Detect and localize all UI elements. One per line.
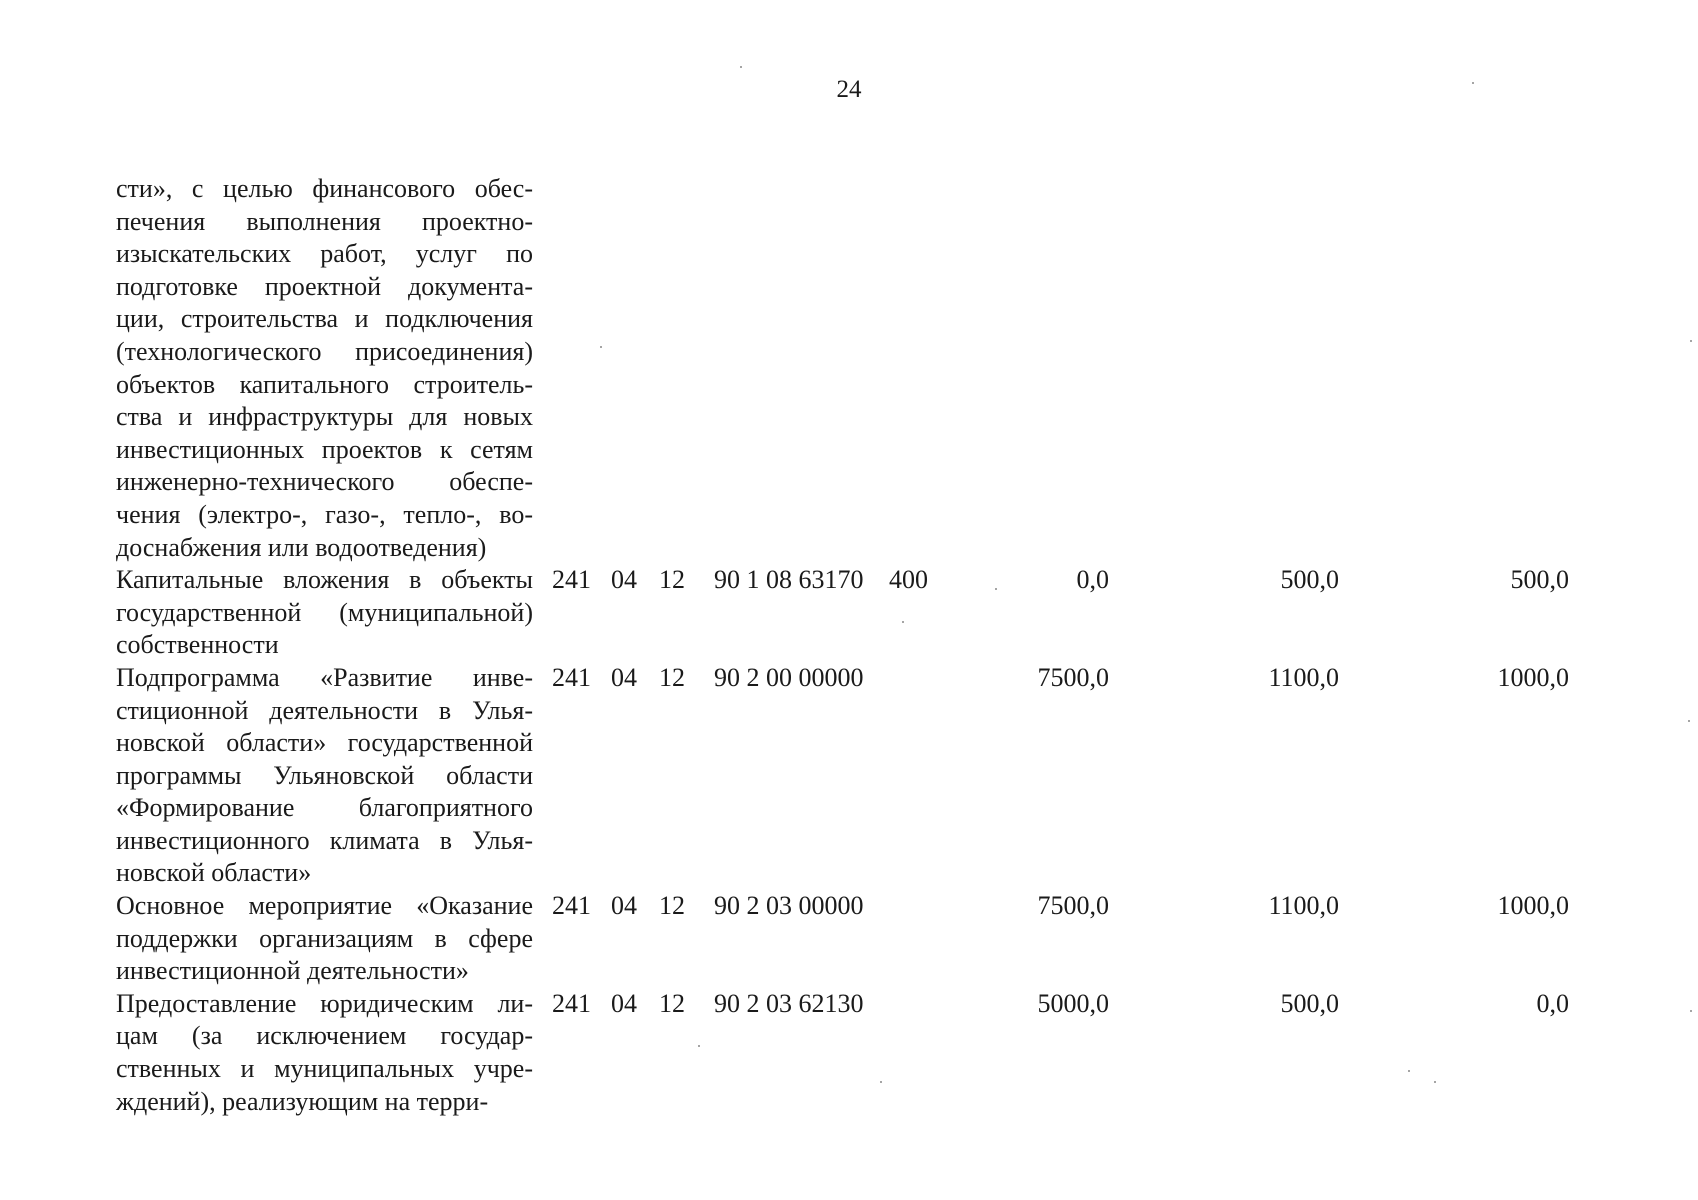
row-name-line: Подпрограмма «Развитие инве- <box>116 662 533 692</box>
row-name-line: инвестиционного климата в Улья- <box>116 825 533 855</box>
table-row <box>116 890 1589 988</box>
amount-year-3 <box>1359 173 1589 564</box>
table-row <box>116 988 1589 1118</box>
scan-speck <box>1408 1070 1410 1072</box>
row-name-line: новской области» государственной <box>116 728 533 758</box>
budget-table <box>116 173 1589 1118</box>
row-name-line: инженерно-технического обеспе- <box>116 467 533 497</box>
grbs-code <box>533 173 600 564</box>
row-name-line: (технологического присоединения) <box>116 336 533 366</box>
scan-speck <box>1690 340 1692 342</box>
grbs-code: 241 <box>552 565 591 595</box>
row-name-line: ственных и муниципальных учре- <box>116 1054 533 1084</box>
scan-speck <box>902 621 904 623</box>
row-name-line: чения (электро-, газо-, тепло-, во- <box>116 499 533 529</box>
expense-type-code: 400 <box>889 565 928 595</box>
section-code: 04 <box>611 662 637 692</box>
amount-year-2: 500,0 <box>1280 988 1339 1018</box>
target-article-code: 90 2 03 00000 <box>714 891 864 921</box>
row-name <box>116 988 533 1118</box>
subsection-code: 12 <box>659 891 685 921</box>
section-code: 04 <box>611 565 637 595</box>
row-name-line: Капитальные вложения в объекты <box>116 565 533 595</box>
row-name-line: инвестиционных проектов к сетям <box>116 434 533 464</box>
amount-year-1: 7500,0 <box>1037 662 1109 692</box>
amount-year-1: 0,0 <box>1076 565 1109 595</box>
table-body <box>116 173 1589 1118</box>
amount-year-1: 5000,0 <box>1037 988 1109 1018</box>
row-name-line: Основное мероприятие «Оказание <box>116 891 533 921</box>
amount-year-3: 0,0 <box>1536 988 1569 1018</box>
table-row <box>116 662 1589 890</box>
expense-type-code <box>889 988 949 1118</box>
row-name <box>116 662 533 890</box>
row-name-line: цам (за исключением государ- <box>116 1021 533 1051</box>
subsection-code <box>648 173 696 564</box>
row-name-line: объектов капитального строитель- <box>116 369 533 399</box>
row-name-line: изыскательских работ, услуг по <box>116 239 533 269</box>
table-row <box>116 564 1589 662</box>
subsection-code: 12 <box>659 662 685 692</box>
amount-year-2 <box>1129 173 1359 564</box>
row-name-line: подготовке проектной документа- <box>116 271 533 301</box>
row-name <box>116 890 533 988</box>
row-name-line: сти», с целью финансового обес- <box>116 174 533 203</box>
row-name-line: Предоставление юридическим ли- <box>116 988 533 1018</box>
scan-speck <box>1690 1010 1692 1012</box>
row-name-line: ства и инфраструктуры для новых <box>116 402 533 432</box>
target-article-code: 90 2 00 00000 <box>714 662 864 692</box>
row-name-line: стиционной деятельности в Улья- <box>116 695 533 725</box>
amount-year-3: 1000,0 <box>1497 891 1569 921</box>
section-code: 04 <box>611 988 637 1018</box>
target-article-code: 90 1 08 63170 <box>714 565 864 595</box>
scan-speck <box>995 588 997 590</box>
table-row <box>116 173 1589 564</box>
scan-speck <box>740 66 742 68</box>
row-name <box>116 564 533 662</box>
amount-year-1 <box>949 173 1129 564</box>
row-name-line: собственности <box>116 630 279 660</box>
grbs-code: 241 <box>552 662 591 692</box>
amount-year-3: 1000,0 <box>1497 662 1569 692</box>
amount-year-2: 500,0 <box>1280 565 1339 595</box>
scan-speck <box>600 346 602 348</box>
row-name-line: ции, строительства и подключения <box>116 304 533 334</box>
row-name-line: государственной (муниципальной) <box>116 597 533 627</box>
amount-year-3: 500,0 <box>1510 565 1569 595</box>
amount-year-2: 1100,0 <box>1268 662 1339 692</box>
scan-speck <box>880 1081 882 1083</box>
page-number: 24 <box>836 76 862 103</box>
amount-year-1: 7500,0 <box>1037 891 1109 921</box>
target-article-code: 90 2 03 62130 <box>714 988 864 1018</box>
scan-speck <box>698 1045 700 1047</box>
expense-type-code <box>889 173 949 564</box>
row-name-line: поддержки организациям в сфере <box>116 923 533 953</box>
row-name-line: инвестиционной деятельности» <box>116 956 469 986</box>
amount-year-2: 1100,0 <box>1268 891 1339 921</box>
row-name-line: ждений), реализующим на терри- <box>116 1086 489 1116</box>
row-name-line: печения выполнения проектно- <box>116 206 533 236</box>
row-name-line: доснабжения или водоотведения) <box>116 532 487 562</box>
grbs-code: 241 <box>552 891 591 921</box>
target-article-code <box>696 173 889 564</box>
scan-speck <box>1472 82 1474 84</box>
row-name-line: программы Ульяновской области <box>116 760 533 790</box>
expense-type-code <box>889 890 949 988</box>
section-code <box>600 173 648 564</box>
subsection-code: 12 <box>659 988 685 1018</box>
scan-speck <box>1688 720 1690 722</box>
grbs-code: 241 <box>552 988 591 1018</box>
expense-type-code <box>889 662 949 890</box>
subsection-code: 12 <box>659 565 685 595</box>
row-name-line: «Формирование благоприятного <box>116 793 533 823</box>
scan-speck <box>1434 1081 1436 1083</box>
section-code: 04 <box>611 891 637 921</box>
row-name-line: новской области» <box>116 858 312 888</box>
row-name <box>116 173 533 564</box>
